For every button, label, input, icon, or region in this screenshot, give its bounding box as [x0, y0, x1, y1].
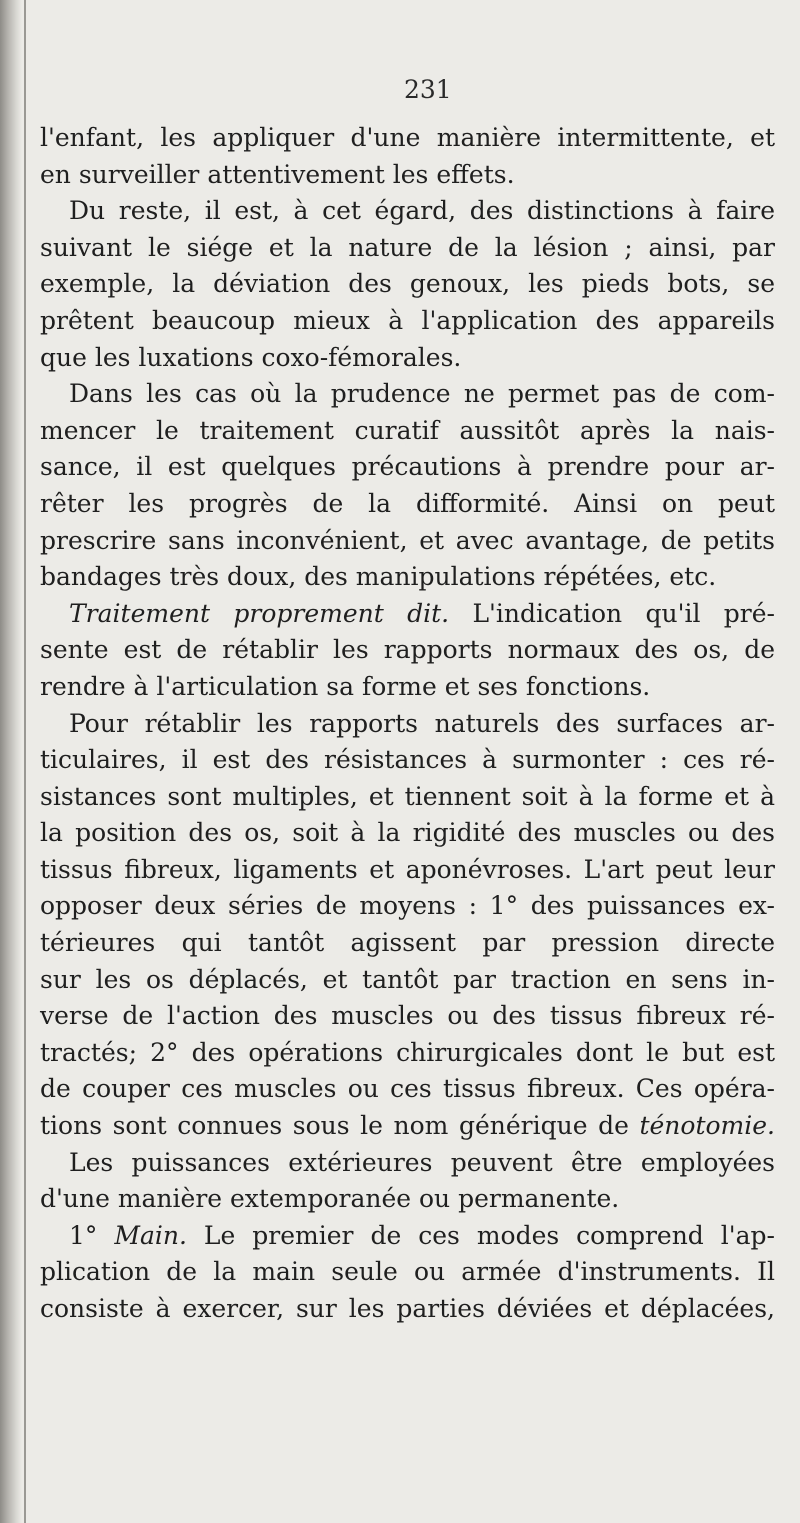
- text-line: consiste à exercer, sur les parties déviées et déplacées,: [40, 1294, 775, 1323]
- text-line: Traitement proprement dit. L'indication qu'il pré-: [69, 598, 775, 628]
- page-edge-line: [24, 0, 26, 1523]
- text-line: térieures qui tantôt agissent par pression directe: [40, 928, 775, 958]
- page-number: 231: [404, 75, 452, 104]
- italic-term: ténotomie.: [639, 1111, 775, 1141]
- text-line: Du reste, il est, à cet égard, des distinctions à faire: [69, 196, 775, 226]
- text-line: Les puissances extérieures peuvent être employées: [69, 1147, 775, 1177]
- text-line: que les luxations coxo-fémorales.: [40, 342, 462, 372]
- text-line: sur les os déplacés, et tantôt par traction en sens in-: [40, 964, 775, 994]
- text-line: sance, il est quelques précautions à prendre pour ar-: [40, 452, 775, 482]
- text-line: tissus fibreux, ligaments et aponévroses. L'art peut leur: [40, 854, 775, 884]
- text-line: l'enfant, les appliquer d'une manière intermittente, et: [40, 123, 775, 152]
- text-line: 1° Main. Le premier de ces modes comprend l'ap-: [69, 1220, 775, 1250]
- book-spine-shadow: [0, 0, 22, 1523]
- text-line: mencer le traitement curatif aussitôt après la nais-: [40, 415, 775, 445]
- text-line: opposer deux séries de moyens : 1° des puissances ex-: [40, 891, 775, 921]
- text-line: Dans les cas où la prudence ne permet pas de com-: [69, 379, 775, 409]
- text-line: bandages très doux, des manipulations répétées, etc.: [40, 562, 717, 592]
- section-heading: Main.: [114, 1220, 187, 1250]
- section-heading: Traitement proprement dit.: [69, 598, 450, 628]
- text-line: tions sont connues sous le nom générique de ténotomie.: [40, 1111, 775, 1141]
- text-line: Pour rétablir les rapports naturels des surfaces ar-: [69, 708, 775, 738]
- text-line: prêtent beaucoup mieux à l'application des appareils: [40, 305, 775, 335]
- text-line: la position des os, soit à la rigidité des muscles ou des: [40, 818, 775, 848]
- text-line: de couper ces muscles ou ces tissus fibreux. Ces opéra-: [40, 1074, 775, 1104]
- body-text: [40, 120, 775, 1328]
- text-line: d'une manière extemporanée ou permanente.: [40, 1184, 620, 1214]
- text-line: suivant le siége et la nature de la lésion ; ainsi, par: [40, 232, 775, 262]
- text-line: sistances sont multiples, et tiennent soit à la forme et à: [40, 781, 775, 811]
- text-line: tractés; 2° des opérations chirurgicales dont le but est: [40, 1037, 775, 1067]
- text-line: rendre à l'articulation sa forme et ses fonctions.: [40, 671, 651, 701]
- text-line: en surveiller attentivement les effets.: [40, 159, 515, 189]
- text-line: sente est de rétablir les rapports normaux des os, de: [40, 635, 775, 665]
- text-line: ticulaires, il est des résistances à surmonter : ces ré-: [40, 745, 775, 775]
- text-line: exemple, la déviation des genoux, les pieds bots, se: [40, 269, 775, 299]
- text-line: verse de l'action des muscles ou des tissus fibreux ré-: [40, 1001, 775, 1031]
- text-line: prescrire sans inconvénient, et avec avantage, de petits: [40, 525, 775, 555]
- text-line: rêter les progrès de la difformité. Ainsi on peut: [40, 488, 775, 518]
- text-line: plication de la main seule ou armée d'instruments. Il: [40, 1257, 775, 1287]
